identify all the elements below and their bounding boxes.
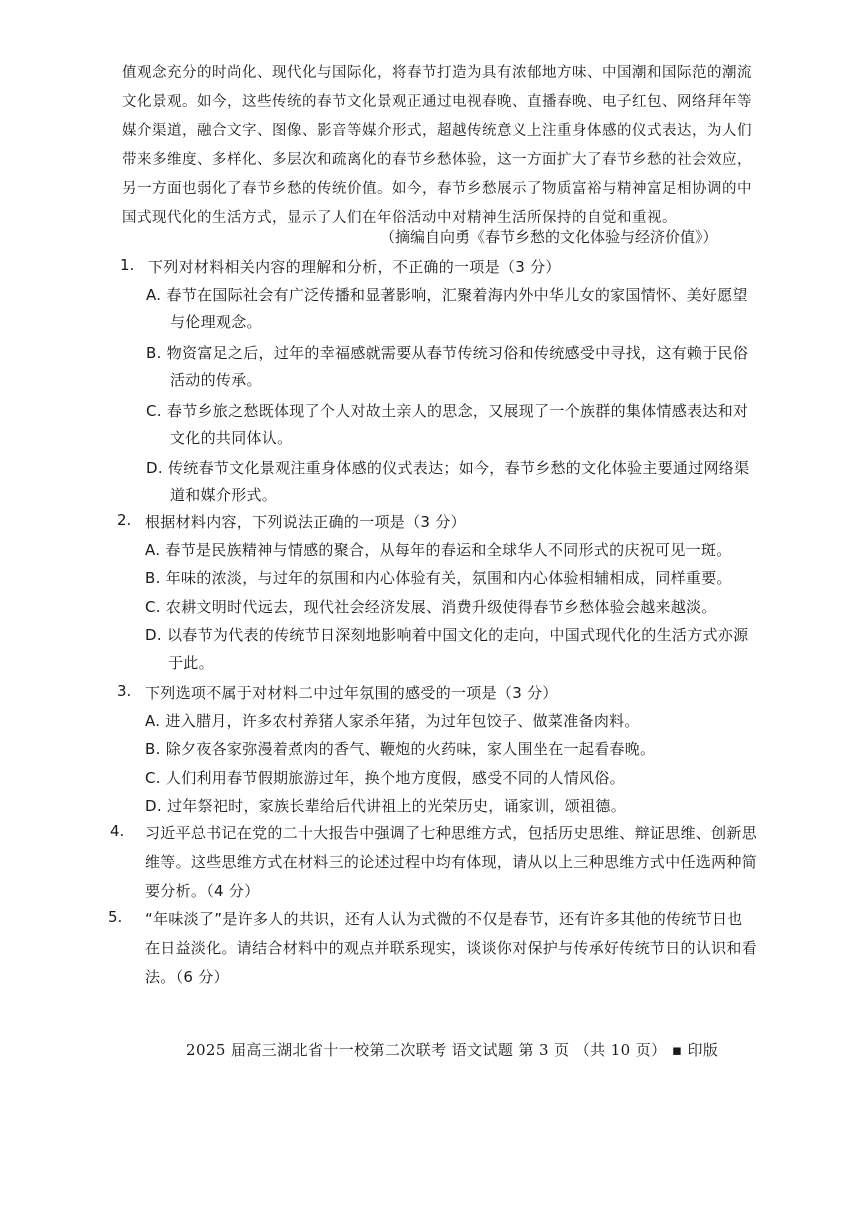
passage-line: 国式现代化的生活方式，显示了人们在年俗活动中对精神生活所保持的自觉和重视。	[122, 210, 677, 226]
question-number: 5.	[108, 908, 123, 926]
question-stem: 下列选项不属于对材料二中过年氛围的感受的一项是（3 分）	[145, 684, 558, 702]
option-a: A. 进入腊月，许多农村养猪人家杀年猪，为过年包饺子、做菜准备肉料。	[145, 712, 640, 730]
question-stem: 下列对材料相关内容的理解和分析，不正确的一项是（3 分）	[148, 258, 561, 276]
question-stem-line: 习近平总书记在党的二十大报告中强调了七种思维方式，包括历史思维、辩证思维、创新思	[145, 824, 758, 842]
option-a: A. 春节在国际社会有广泛传播和显著影响，汇聚着海内外中华儿女的家国情怀、美好愿望	[146, 286, 748, 304]
passage-line: 带来多维度、多样化、多层次和疏离化的春节乡愁体验，这一方面扩大了春节乡愁的社会效应，	[122, 152, 752, 168]
option-b: B. 除夕夜各家弥漫着煮肉的香气、鞭炮的火药味，家人围坐在一起看春晚。	[145, 740, 656, 758]
option-d-continued: 道和媒介形式。	[170, 486, 278, 504]
question-stem-line: “年味淡了”是许多人的共识，还有人认为式微的不仅是春节，还有许多其他的传统节日也	[145, 910, 743, 928]
passage-line: 媒介渠道，融合文字、图像、影音等媒介形式，超越传统意义上注重身体感的仪式表达，为人们	[122, 123, 752, 139]
question-number: 1.	[120, 256, 135, 274]
question-stem-line: 维等。这些思维方式在材料三的论述过程中均有体现，请从以上三种思维方式中任选两种简	[145, 853, 758, 871]
passage-line: 另一方面也弱化了春节乡愁的传统价值。如今，春节乡愁展示了物质富裕与精神富足相协调的中	[122, 181, 752, 197]
option-c: C. 春节乡旅之愁既体现了个人对故土亲人的思念，又展现了一个族群的集体情感表达和对	[146, 402, 749, 420]
question-stem-line: 法。（6 分）	[145, 968, 229, 986]
option-a: A. 春节是民族精神与情感的聚合，从每年的春运和全球华人不同形式的庆祝可见一斑。	[145, 541, 732, 559]
option-c: C. 农耕文明时代远去，现代社会经济发展、消费升级使得春节乡愁体验会越来越淡。	[145, 598, 717, 616]
option-c-continued: 文化的共同体认。	[170, 429, 293, 447]
option-c: C. 人们利用春节假期旅游过年，换个地方度假，感受不同的人情风俗。	[145, 769, 625, 787]
question-number: 2.	[117, 511, 132, 529]
option-a-continued: 与伦理观念。	[170, 313, 262, 331]
passage-line: 文化景观。如今，这些传统的春节文化景观正通过电视春晚、直播春晚、电子红包、网络拜年等	[122, 94, 752, 110]
option-d: D. 以春节为代表的传统节日深刻地影响着中国文化的走向，中国式现代化的生活方式亦源	[145, 626, 749, 644]
question-stem: 根据材料内容，下列说法正确的一项是（3 分）	[145, 513, 466, 531]
option-d-continued: 于此。	[168, 654, 214, 672]
option-d: D. 过年祭祀时，家族长辈给后代讲祖上的光荣历史，诵家训，颂祖德。	[145, 797, 626, 815]
passage-paragraph	[122, 59, 762, 233]
question-number: 3.	[117, 682, 132, 700]
question-stem-line: 要分析。（4 分）	[145, 882, 260, 900]
question-number: 4.	[110, 822, 125, 840]
option-b: B. 年味的浓淡，与过年的氛围和内心体验有关，氛围和内心体验相辅相成，同样重要。	[145, 569, 732, 587]
option-d: D. 传统春节文化景观注重身体感的仪式表达；如今，春节乡愁的文化体验主要通过网络渠	[146, 459, 750, 477]
option-b: B. 物资富足之后，过年的幸福感就需要从春节传统习俗和传统感受中寻找，这有赖于民俗	[146, 344, 749, 362]
passage-line: 值观念充分的时尚化、现代化与国际化，将春节打造为具有浓郁地方味、中国潮和国际范的潮流	[122, 65, 752, 81]
passage-source: （摘编自向勇《春节乡愁的文化体验与经济价值》）	[380, 228, 718, 246]
question-stem-line: 在日益淡化。请结合材料中的观点并联系现实，谈谈你对保护与传承好传统节日的认识和看	[145, 939, 758, 957]
option-b-continued: 活动的传承。	[170, 371, 262, 389]
page-footer: 2025 届高三湖北省十一校第二次联考 语文试题 第 3 页 （共 10 页） ▪ 印版	[186, 1041, 719, 1059]
